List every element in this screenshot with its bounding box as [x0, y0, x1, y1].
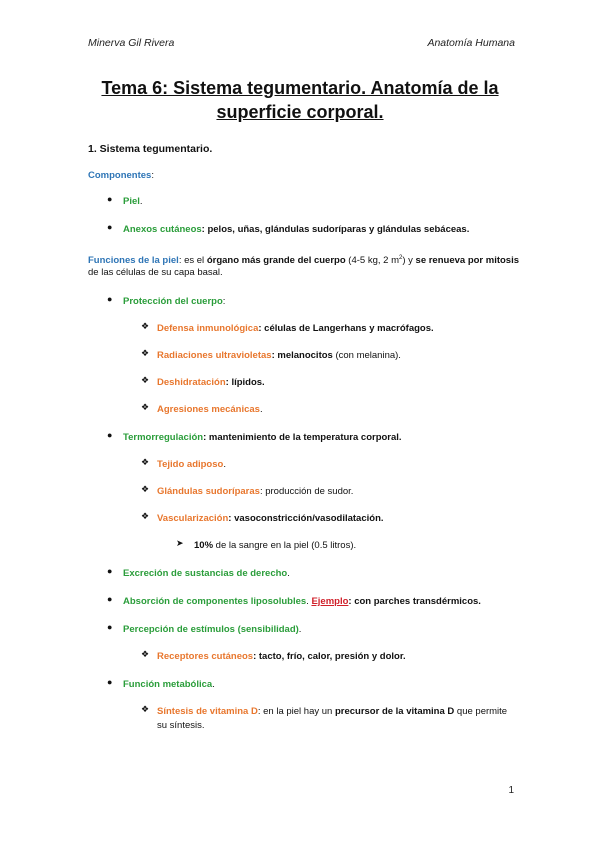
list-item-anexos: Anexos cutáneos: pelos, uñas, glándulas sudoríparas y glándulas sebáceas.: [123, 224, 470, 235]
list-item-termorregulacion: Termorregulación: mantenimiento de la temperatura corporal.: [123, 432, 402, 443]
title-line-2: superficie corporal.: [216, 102, 384, 122]
bullet-icon: ●: [107, 566, 113, 576]
sub-item-deshidratacion: Deshidratación: lípidos.: [157, 377, 265, 388]
bullet-icon: ●: [107, 677, 113, 687]
diamond-bullet-icon: ❖: [141, 457, 150, 467]
diamond-bullet-icon: ❖: [141, 484, 150, 494]
list-item-proteccion: Protección del cuerpo:: [123, 296, 226, 307]
list-item-absorcion: Absorción de componentes liposolubles. Ejemplo: con parches transdérmicos.: [123, 596, 481, 607]
bullet-icon: ●: [107, 430, 113, 440]
sub-item-vitamina-d-line2: su síntesis.: [157, 720, 205, 731]
list-item-piel: Piel.: [123, 196, 143, 207]
header-subject: Anatomía Humana: [427, 37, 515, 49]
page-title: [88, 76, 512, 124]
componentes-label: Componentes: [88, 170, 152, 181]
list-item-percepcion: Percepción de estímulos (sensibilidad).: [123, 624, 302, 635]
funciones-paragraph-line2: de las células de su capa basal.: [88, 267, 223, 278]
sub-item-tejido-adiposo: Tejido adiposo.: [157, 459, 226, 470]
bullet-icon: ●: [107, 194, 113, 204]
bullet-icon: ●: [107, 622, 113, 632]
title-line-1: Tema 6: Sistema tegumentario. Anatomía de la: [101, 78, 499, 98]
section-heading: 1. Sistema tegumentario.: [88, 143, 213, 155]
diamond-bullet-icon: ❖: [141, 348, 150, 358]
bullet-icon: ●: [107, 294, 113, 304]
sub-item-agresiones: Agresiones mecánicas.: [157, 404, 263, 415]
diamond-bullet-icon: ❖: [141, 321, 150, 331]
list-item-metabolica: Función metabólica.: [123, 679, 215, 690]
diamond-bullet-icon: ❖: [141, 511, 150, 521]
diamond-bullet-icon: ❖: [141, 375, 150, 385]
arrow-bullet-icon: ➤: [176, 538, 184, 548]
sub-item-radiaciones: Radiaciones ultravioletas: melanocitos (con melanina).: [157, 350, 401, 361]
diamond-bullet-icon: ❖: [141, 649, 150, 659]
page-number: 1: [508, 785, 514, 796]
bullet-icon: ●: [107, 594, 113, 604]
sub-item-receptores: Receptores cutáneos: tacto, frío, calor, presión y dolor.: [157, 651, 406, 662]
sub-item-vitamina-d: Síntesis de vitamina D: en la piel hay un precursor de la vitamina D que permite: [157, 706, 508, 717]
sub-item-glandulas: Glándulas sudoríparas: producción de sudor.: [157, 486, 354, 497]
componentes-heading: Componentes:: [88, 170, 154, 181]
header-author: Minerva Gil Rivera: [88, 37, 175, 49]
sub-item-defensa: Defensa inmunológica: células de Langerhans y macrófagos.: [157, 323, 434, 334]
sub-item-vascularizacion: Vascularización: vasoconstricción/vasodilatación.: [157, 513, 384, 524]
sub-sub-item-sangre: 10% de la sangre en la piel (0.5 litros).: [194, 540, 357, 551]
diamond-bullet-icon: ❖: [141, 704, 150, 714]
bullet-icon: ●: [107, 222, 113, 232]
diamond-bullet-icon: ❖: [141, 402, 150, 412]
list-item-excrecion: Excreción de sustancias de derecho.: [123, 568, 290, 579]
funciones-paragraph: Funciones de la piel: es el órgano más grande del cuerpo (4-5 kg, 2 $m^2$) y se renueva por mitosis: [88, 255, 520, 267]
